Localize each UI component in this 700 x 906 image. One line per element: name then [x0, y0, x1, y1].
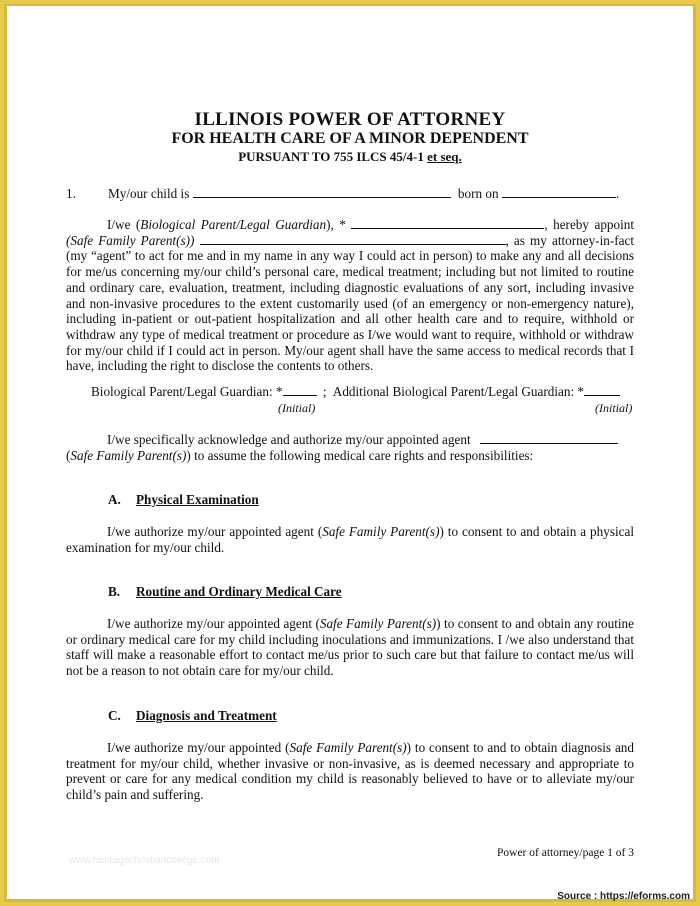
initial-field-left[interactable] [283, 384, 317, 396]
appointment-paragraph: I/we (Biological Parent/Legal Guardian), * , hereby appoint (Safe Family Parent(s)) , as my attorney-in-fact (my “agent” to act for me and in my name in any way I could act in person) to make any and all decisions for me/us concerning my/our child’s personal care, medical treatment; including but not limited to routine and ordinary care, evaluation, treatment, including diagnostic evaluations of any sort, including invasive and non-invasive procedures to the extent customarily used (of an emergency or non-emergency nature), including in-patient or out-patient hospitalization and all other health care and to require, withhold or withdraw any type of medical treatment or procedure as I/we would want to require, withhold or withdraw for my/our child if I could act in person. My/our agent shall have the same access to medical records that I have, including the right to disclose the contents to others. [66, 217, 635, 374]
child-line: My/our child is born on . [108, 186, 620, 201]
document-subtitle: FOR HEALTH CARE OF A MINOR DEPENDENT [171, 130, 529, 147]
section-c-heading: C. Diagnosis and Treatment [108, 708, 277, 723]
initial-caption-right: (Initial) [595, 401, 633, 415]
page-footer: Power of attorney/page 1 of 3 [497, 847, 635, 859]
section-b-text: I/we authorize my/our appointed agent (Safe Family Parent(s)) to consent to and obtain any routine or ordinary medical care for my child including inoculations and immunizations. I /we also understand that staff will make a reasonable effort to contact me/us prior to such care but that failure to contact me/us will not be a reason to not obtain care for my/our child. [66, 616, 634, 679]
acknowledge-line1: I/we specifically acknowledge and authorize my/our appointed agent [107, 432, 618, 448]
document-page [7, 6, 693, 899]
section-b-heading: B. Routine and Ordinary Medical Care [108, 584, 342, 599]
initial-field-right[interactable] [584, 384, 620, 396]
section-c-text: I/we authorize my/our appointed (Safe Family Parent(s)) to consent to and to obtain diagnosis and treatment for my/our child, whether invasive or non-invasive, as is deemed necessary and appropriate to prevent or care for any medical condition my child is reasonably believed to have or to alleviate my/our child’s pain and suffering. [66, 740, 634, 803]
initials-row: Biological Parent/Legal Guardian: * ; Additional Biological Parent/Legal Guardian: * [91, 384, 620, 400]
section-a-text: I/we authorize my/our appointed agent (Safe Family Parent(s)) to consent to and obtain a physical examination for my/our child. [66, 524, 634, 555]
birth-date-field[interactable] [502, 186, 616, 198]
initial-caption-left: (Initial) [278, 401, 316, 415]
source-credit: Source : https://eforms.com [557, 891, 690, 902]
watermark-text: www.heritagechristiancollege.com [69, 855, 220, 866]
parent-name-field[interactable] [351, 217, 544, 229]
statute-reference: PURSUANT TO 755 ILCS 45/4-1 et seq. [238, 149, 462, 164]
section-a-heading: A. Physical Examination [108, 492, 259, 507]
acknowledge-line2: (Safe Family Parent(s)) to assume the following medical care rights and responsibilities: [66, 448, 534, 463]
document-title: ILLINOIS POWER OF ATTORNEY [194, 109, 506, 130]
acknowledge-agent-field[interactable] [480, 432, 618, 444]
item-number: 1. [66, 186, 76, 201]
agent-name-field[interactable] [200, 233, 506, 245]
child-name-field[interactable] [193, 186, 451, 198]
